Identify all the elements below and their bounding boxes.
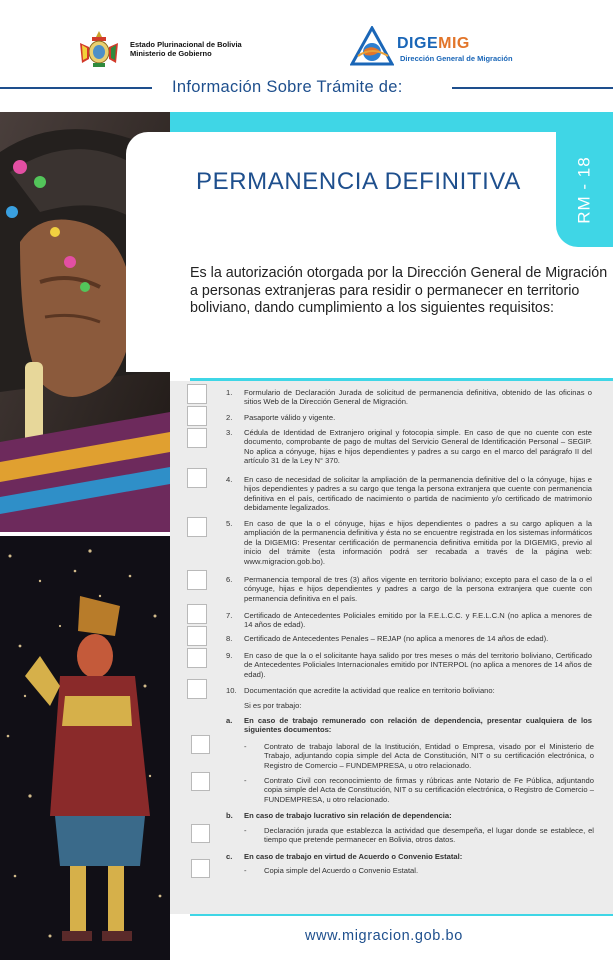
sub-req-text: Declaración jurada que establezca la actividad que desempeña, el lugar donde se establece, el tiempo que pretende permanecer en Bolivia, otros datos. — [264, 826, 594, 845]
dash: - — [244, 866, 247, 875]
req-text: Formulario de Declaración Jurada de solicitud de permanencia definitiva, obtenido de las oficinas o sitios Web de la Dirección General de Migración. — [244, 388, 592, 407]
website-link[interactable]: www.migracion.gob.bo — [305, 928, 463, 944]
checkbox-req-8[interactable] — [187, 626, 207, 646]
req-number: 9. — [226, 651, 233, 660]
req-text: En caso de que la o el solicitante haya salido por tres meses o más del territorio boliviano, Certificado de Antecedentes Policiales Internacionales emitido por INTERPOL (no aplica a menores de 14 años de edad). — [244, 651, 592, 679]
photo-carnival-dancer — [0, 536, 170, 960]
req-text: Documentación que acredite la actividad que realice en territorio boliviano: — [244, 686, 495, 695]
req-number: 10. — [226, 686, 237, 695]
req-text: Cédula de Identidad de Extranjero original y fotocopia simple. En caso de que no cuente con este documento, comprobante de pago de multas del Servicio General de Identificación Personal – SEGIP. No aplica a cónyuge, hijas e hijos dependientes y padres a su cargo en el marco del parágrafo II del artículo 31 de la Ley N° 370. — [244, 428, 592, 466]
req-text: En caso de trabajo lucrativo sin relación de dependencia: — [244, 811, 452, 820]
checkbox-req-2[interactable] — [187, 406, 207, 426]
checkbox-req-5[interactable] — [187, 517, 207, 537]
req-letter: c. — [226, 852, 233, 861]
government-line-1: Estado Plurinacional de Bolivia — [130, 40, 242, 49]
req-text: En caso de trabajo remunerado con relación de dependencia, presentar cualquiera de los siguientes documentos: — [244, 716, 592, 735]
coat-of-arms-icon — [78, 29, 120, 69]
sub-req-text: Copia simple del Acuerdo o Convenio Estatal. — [264, 866, 419, 875]
req-number: 1. — [226, 388, 233, 397]
agency-wordmark — [397, 35, 470, 53]
req-text: Si es por trabajo: — [244, 701, 302, 710]
checkbox-req-a2[interactable] — [191, 772, 210, 791]
sub-req-text: Contrato de trabajo laboral de la Institución, Entidad o Empresa, visado por el Ministerio de Trabajo, adjuntando copia simple del Acta de Constitución, NIT o su certificación electrónica, o Registro de Comercio – FUNDEMPRESA, u otro relacionado. — [264, 742, 594, 770]
procedure-subtitle: Información Sobre Trámite de: — [172, 78, 403, 96]
req-letter: a. — [226, 716, 233, 725]
req-number: 7. — [226, 611, 233, 620]
checkbox-req-b1[interactable] — [191, 824, 210, 843]
checkbox-req-10[interactable] — [187, 679, 207, 699]
government-line-2: Ministerio de Gobierno — [130, 49, 212, 58]
checkbox-req-c1[interactable] — [191, 859, 210, 878]
government-name — [130, 40, 242, 58]
req-number: 8. — [226, 634, 233, 643]
req-number: 2. — [226, 413, 233, 422]
checkbox-req-a1[interactable] — [191, 735, 210, 754]
checkbox-req-3[interactable] — [187, 428, 207, 448]
req-number: 3. — [226, 428, 233, 437]
accent-band — [170, 112, 613, 132]
checkbox-req-6[interactable] — [187, 570, 207, 590]
req-text: En caso de necesidad de solicitar la ampliación de la permanencia definitive del o la cónyuge, hijas e hijos dependientes y padres a su cargo que tenga la persona extranjera que cuente con permanencia definitiva en el país, certificado de nacimiento o partida de nacimiento y/o certificado de matrimonio debidamente legalizados. — [244, 475, 592, 513]
req-letter: b. — [226, 811, 233, 820]
req-number: 4. — [226, 475, 233, 484]
req-number: 6. — [226, 575, 233, 584]
dash: - — [244, 826, 247, 835]
procedure-code — [560, 140, 610, 240]
checkbox-req-9[interactable] — [187, 648, 207, 668]
req-number: 5. — [226, 519, 233, 528]
agency-wordmark-b: MIG — [438, 35, 470, 52]
checkbox-req-7[interactable] — [187, 604, 207, 624]
intro-paragraph: Es la autorización otorgada por la Dirección General de Migración a personas extranjeras para residir o permanecer en territorio boliviano, dando cumplimiento a los siguientes requisitos: — [190, 265, 608, 317]
agency-wordmark-a: DIGE — [397, 35, 439, 52]
dash: - — [244, 742, 247, 751]
req-text: Pasaporte válido y vigente. — [244, 413, 336, 422]
checkbox-req-1[interactable] — [187, 384, 207, 404]
req-text: Certificado de Antecedentes Policiales emitido por la F.E.L.C.C. y F.E.L.C.N (no aplica a menores de 14 años de edad). — [244, 611, 592, 630]
header-divider-left — [0, 87, 152, 89]
page-title: PERMANENCIA DEFINITIVA — [196, 168, 521, 195]
req-text: Certificado de Antecedentes Penales – REJAP (no aplica a menores de 14 años de edad). — [244, 634, 549, 643]
agency-name: Dirección General de Migración — [400, 54, 513, 63]
header-divider-right — [452, 87, 613, 89]
footer-rule — [190, 914, 613, 916]
req-text: Permanencia temporal de tres (3) años vigente en territorio boliviano; excepto para el caso de la o el cónyuge, hijas e hijos dependientes y padres a cargo de la persona extranjera que cuente con permanencia definitiva en el país. — [244, 575, 592, 603]
req-text: En caso de trabajo en virtud de Acuerdo o Convenio Estatal: — [244, 852, 463, 861]
digemig-logo-icon — [350, 26, 394, 68]
sub-req-text: Contrato Civil con reconocimiento de firmas y rúbricas ante Notario de Fe Pública, adjuntando copia simple del Acta de Constitución, NIT o su certificación electrónica, o Registro de Comercio – FUNDEMPRESA, u otro relacionado. — [264, 776, 594, 804]
req-text: En caso de que la o el cónyuge, hijas e hijos dependientes o padres a su cargo apliquen a la ampliación de la permanencia definitiva y ésta no se encuentre registrada en los sistemas informáticos de la DIGEMIG: Presentar certificación de permanencia definitiva emitida por la DIGEMIG, previo al inicio del trámite (esta información podrá ser recabada a través de la página web: www.migracion.gob.bo). — [244, 519, 592, 566]
checkbox-req-4[interactable] — [187, 468, 207, 488]
procedure-code-text: RM - 18 — [575, 156, 594, 224]
dash: - — [244, 776, 247, 785]
